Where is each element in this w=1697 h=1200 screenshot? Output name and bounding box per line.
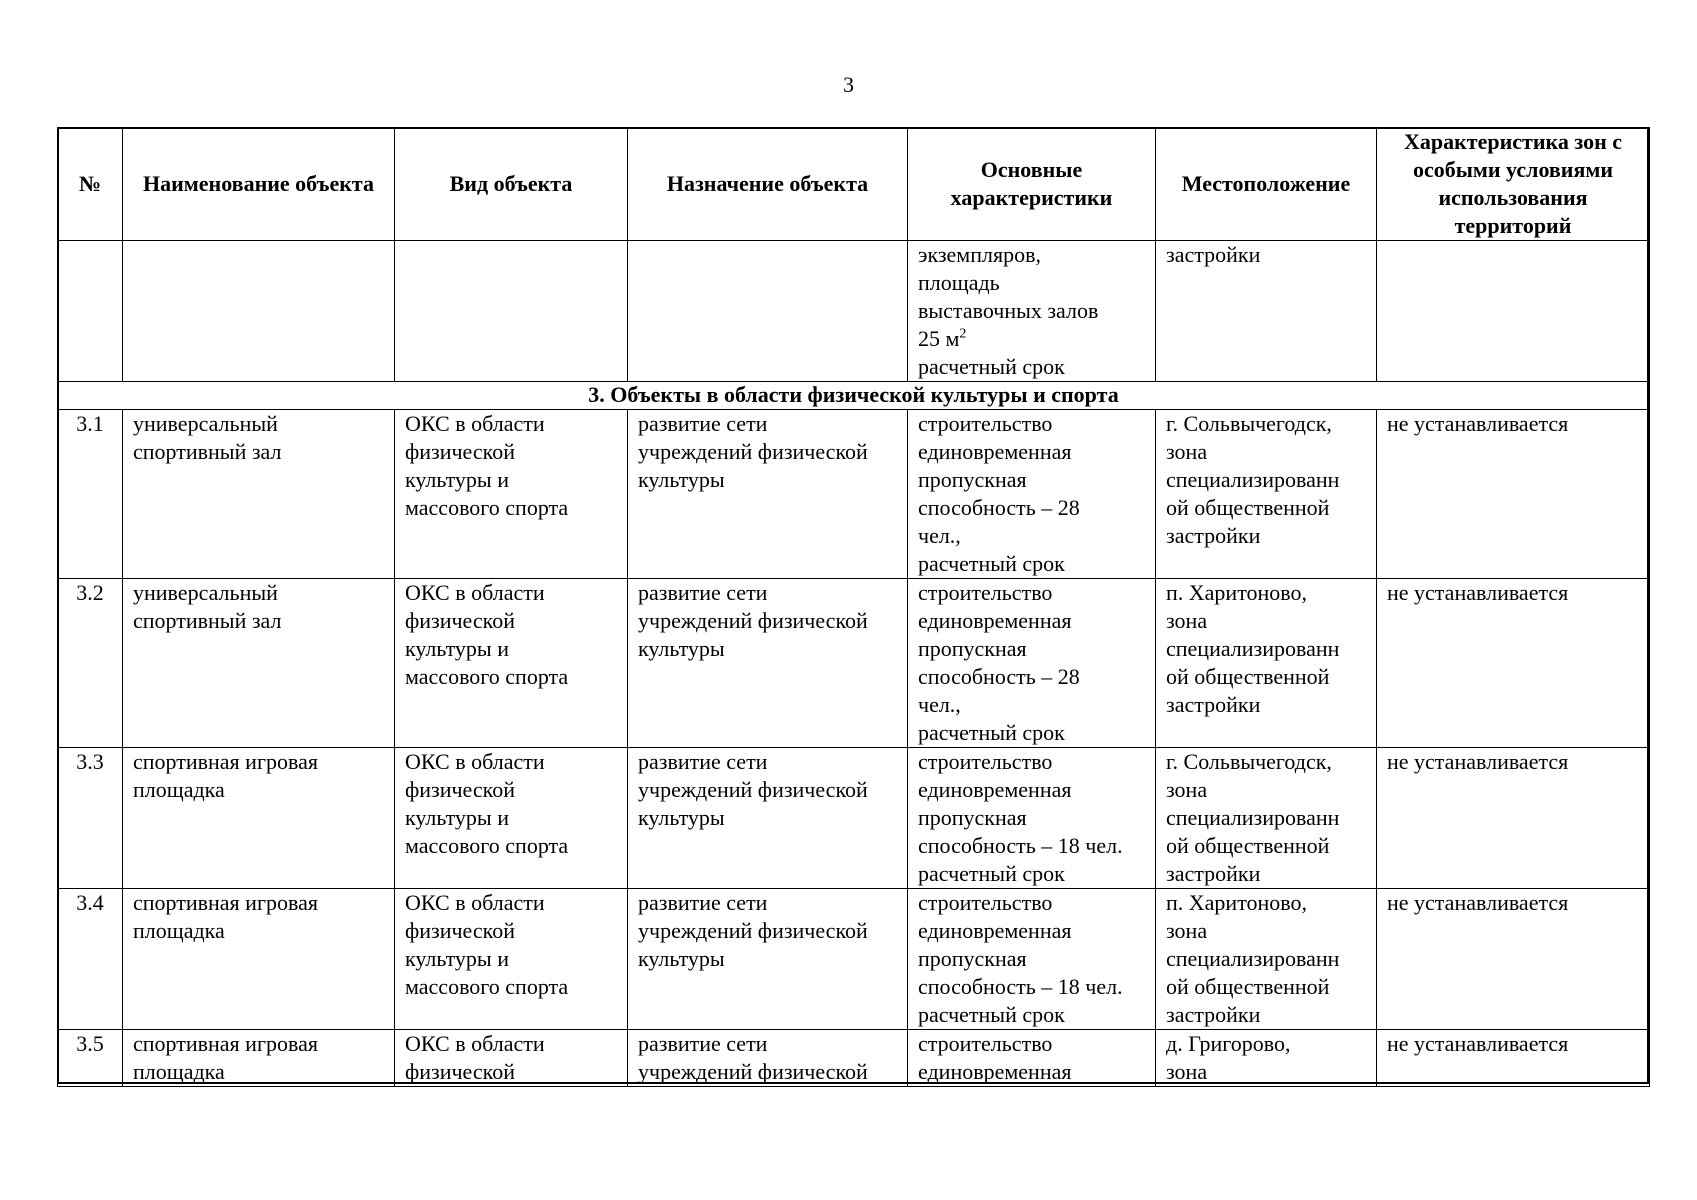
cell-type: ОКС в области физической культуры и массового спорта (395, 889, 628, 1030)
cell-name: универсальный спортивный зал (123, 579, 395, 748)
cell-characteristics: строительство единовременная пропускная способность – 18 чел. расчетный срок (908, 748, 1156, 889)
cell-zones: не устанавливается (1377, 748, 1650, 889)
cell-name: спортивная игровая площадка (123, 1030, 395, 1087)
cell-name: спортивная игровая площадка (123, 748, 395, 889)
header-row (58, 128, 1650, 241)
cell-num: 3.3 (58, 748, 123, 889)
section-row (58, 382, 1650, 410)
page-number: 3 (843, 72, 854, 97)
characteristics-text: расчетный срок (918, 354, 1065, 379)
cell-num: 3.5 (58, 1030, 123, 1087)
header-zones: Характеристика зон с особыми условиями использования территорий (1377, 128, 1650, 241)
cell-num: 3.2 (58, 579, 123, 748)
characteristics-text: экземпляров, площадь выставочных залов 25 м (918, 242, 1099, 351)
cell-purpose: развитие сети учреждений физической культуры (628, 410, 908, 579)
cell-name (123, 241, 395, 382)
header-num: № (58, 128, 123, 241)
cell-location: п. Харитоново, зона специализированн ой общественной застройки (1156, 889, 1377, 1030)
cell-characteristics: строительство единовременная пропускная способность – 28 чел., расчетный срок (908, 579, 1156, 748)
cell-type: ОКС в области физической (395, 1030, 628, 1087)
table-row (58, 579, 1650, 748)
header-type: Вид объекта (395, 128, 628, 241)
cell-zones: не устанавливается (1377, 410, 1650, 579)
cell-zones: не устанавливается (1377, 889, 1650, 1030)
cell-location: застройки (1156, 241, 1377, 382)
cell-location: г. Сольвычегодск, зона специализированн ой общественной застройки (1156, 748, 1377, 889)
header-name: Наименование объекта (123, 128, 395, 241)
table-row (58, 410, 1650, 579)
cell-num: 3.1 (58, 410, 123, 579)
cell-characteristics (908, 241, 1156, 382)
table-row (58, 1030, 1650, 1087)
cell-characteristics: строительство единовременная (908, 1030, 1156, 1087)
cell-name: спортивная игровая площадка (123, 889, 395, 1030)
cell-zones: не устанавливается (1377, 1030, 1650, 1087)
section-title: 3. Объекты в области физической культуры и спорта (58, 382, 1650, 410)
table-row (58, 748, 1650, 889)
cell-type: ОКС в области физической культуры и массового спорта (395, 579, 628, 748)
cell-num: 3.4 (58, 889, 123, 1030)
objects-table (57, 127, 1650, 1087)
superscript: 2 (959, 326, 967, 342)
cell-type: ОКС в области физической культуры и массового спорта (395, 748, 628, 889)
cell-purpose: развитие сети учреждений физической (628, 1030, 908, 1087)
cell-purpose: развитие сети учреждений физической культуры (628, 579, 908, 748)
header-characteristics: Основные характеристики (908, 128, 1156, 241)
cell-location: д. Григорово, зона (1156, 1030, 1377, 1087)
cell-purpose: развитие сети учреждений физической культуры (628, 889, 908, 1030)
header-location: Местоположение (1156, 128, 1377, 241)
cell-purpose: развитие сети учреждений физической культуры (628, 748, 908, 889)
cell-num (58, 241, 123, 382)
cell-type: ОКС в области физической культуры и массового спорта (395, 410, 628, 579)
cell-type (395, 241, 628, 382)
cell-location: п. Харитоново, зона специализированн ой общественной застройки (1156, 579, 1377, 748)
cell-name: универсальный спортивный зал (123, 410, 395, 579)
table-row (58, 241, 1650, 382)
cell-location: г. Сольвычегодск, зона специализированн ой общественной застройки (1156, 410, 1377, 579)
cell-zones (1377, 241, 1650, 382)
table-row (58, 889, 1650, 1030)
cell-characteristics: строительство единовременная пропускная способность – 18 чел. расчетный срок (908, 889, 1156, 1030)
cell-characteristics: строительство единовременная пропускная способность – 28 чел., расчетный срок (908, 410, 1156, 579)
cell-purpose (628, 241, 908, 382)
cell-zones: не устанавливается (1377, 579, 1650, 748)
header-purpose: Назначение объекта (628, 128, 908, 241)
